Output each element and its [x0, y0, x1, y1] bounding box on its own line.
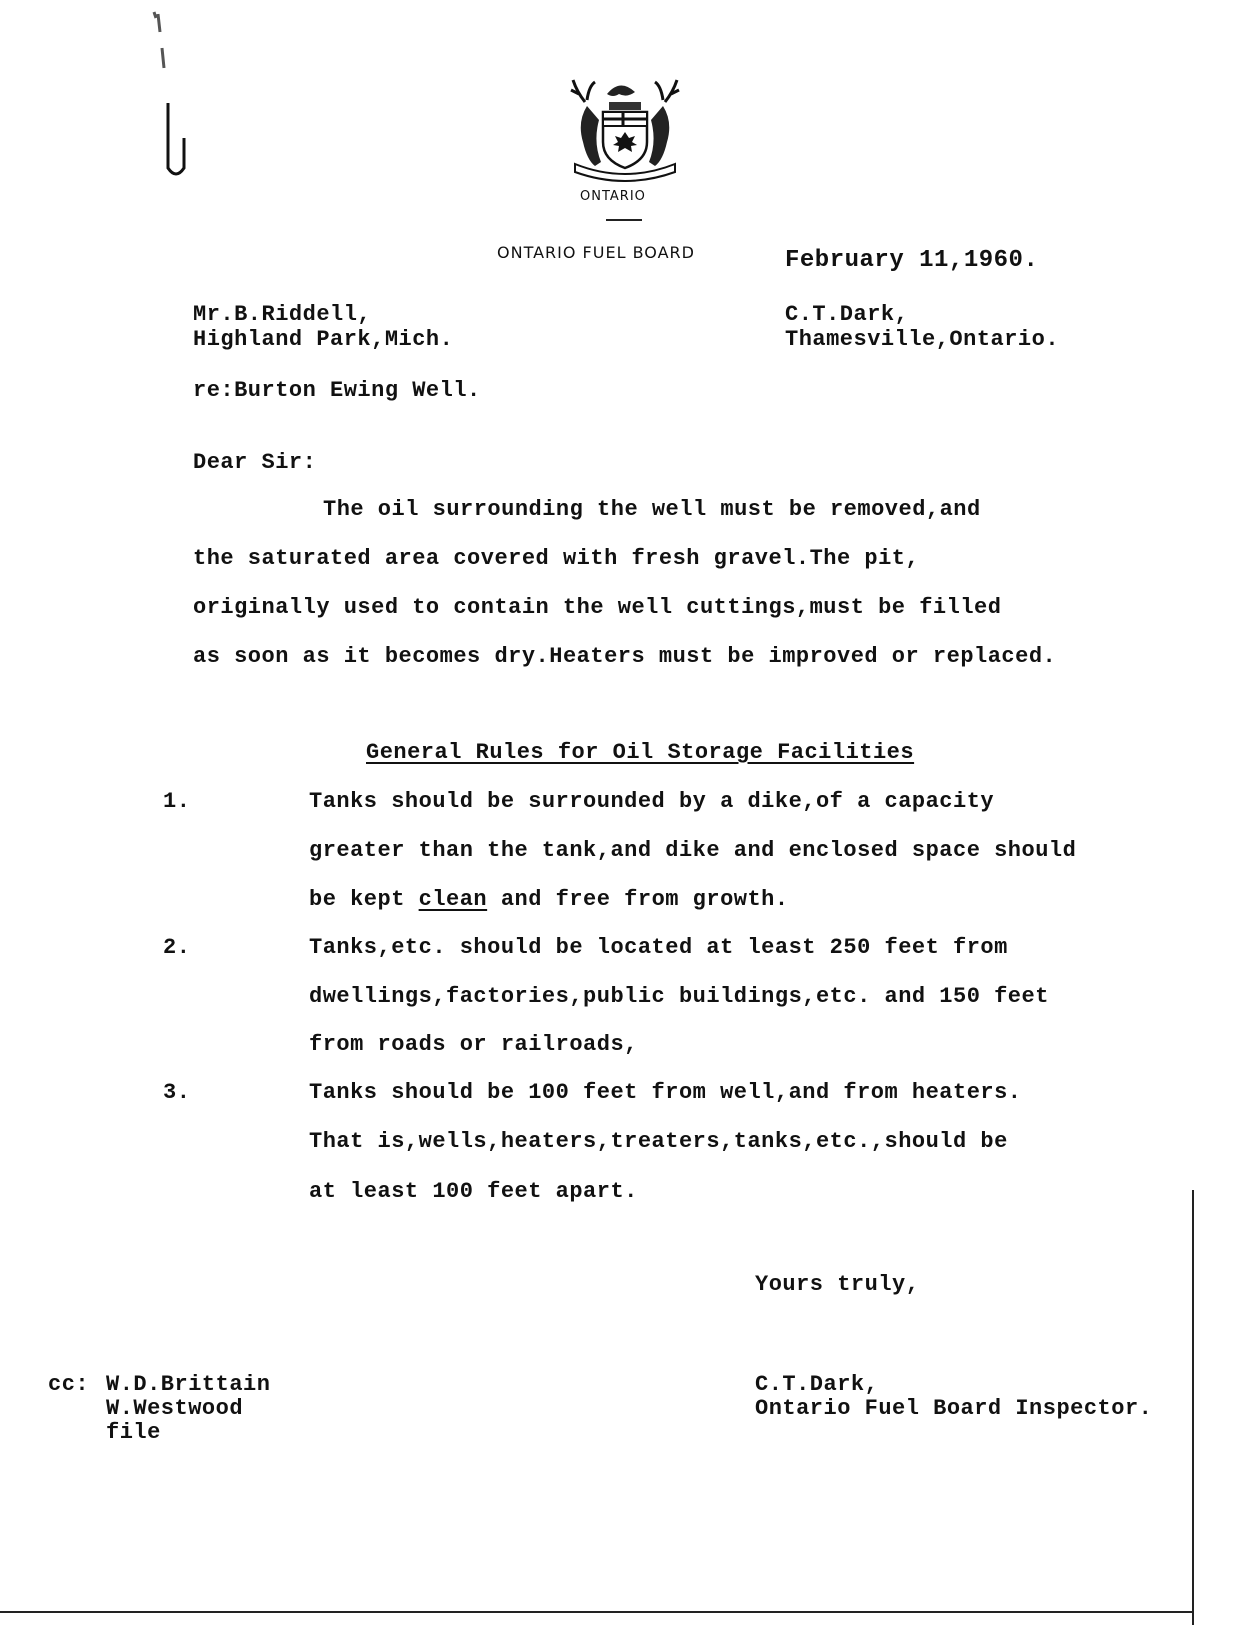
rule-line: dwellings,factories,public buildings,etc. and 150 feet [309, 984, 1049, 1009]
body-line: originally used to contain the well cuttings,must be filled [193, 595, 1002, 620]
letterhead-province: ONTARIO [580, 189, 646, 204]
signature-title: Ontario Fuel Board Inspector. [755, 1396, 1153, 1421]
paper-clip-mark [150, 8, 190, 183]
page-edge-right [1192, 1190, 1194, 1625]
rules-title: General Rules for Oil Storage Facilities [366, 740, 915, 765]
page-edge-bottom [0, 1611, 1194, 1613]
letter-date: February 11,1960. [785, 247, 1039, 274]
rule-line: Tanks,etc. should be located at least 250 feet from [309, 935, 1008, 960]
rule-number: 1. [163, 789, 191, 814]
sender-location: Thamesville,Ontario. [785, 327, 1060, 352]
closing: Yours truly, [755, 1272, 920, 1297]
recipient-name: Mr.B.Riddell, [193, 302, 372, 327]
letterhead-board: ONTARIO FUEL BOARD [497, 243, 695, 262]
salutation: Dear Sir: [193, 450, 317, 475]
rule-number: 2. [163, 935, 191, 960]
ontario-coat-of-arms-logo [565, 72, 685, 182]
rule-line: Tanks should be surrounded by a dike,of a capacity [309, 789, 995, 814]
cc-label: cc: [48, 1372, 90, 1397]
rule-line [309, 887, 789, 912]
rule-line: at least 100 feet apart. [309, 1179, 638, 1204]
cc-recipient: W.D.Brittain [106, 1372, 271, 1397]
body-line: as soon as it becomes dry.Heaters must be improved or replaced. [193, 644, 1057, 669]
body-line: the saturated area covered with fresh gravel.The pit, [193, 546, 920, 571]
rule-line: greater than the tank,and dike and enclosed space should [309, 838, 1077, 863]
rule-number: 3. [163, 1080, 191, 1105]
letterhead-divider [606, 219, 642, 221]
sender-name: C.T.Dark, [785, 302, 909, 327]
subject-line: re:Burton Ewing Well. [193, 378, 481, 403]
rule-line: Tanks should be 100 feet from well,and from heaters. [309, 1080, 1022, 1105]
rule-line: from roads or railroads, [309, 1032, 638, 1057]
recipient-location: Highland Park,Mich. [193, 327, 454, 352]
rule-line-text: and free from growth. [487, 887, 789, 912]
signature-name: C.T.Dark, [755, 1372, 879, 1397]
emphasis-clean: clean [418, 887, 488, 912]
rule-line-text: be kept [309, 887, 419, 912]
cc-recipient: file [106, 1420, 161, 1445]
cc-recipient: W.Westwood [106, 1396, 244, 1421]
body-line: The oil surrounding the well must be removed,and [323, 497, 981, 522]
rule-line: That is,wells,heaters,treaters,tanks,etc.,should be [309, 1129, 1008, 1154]
